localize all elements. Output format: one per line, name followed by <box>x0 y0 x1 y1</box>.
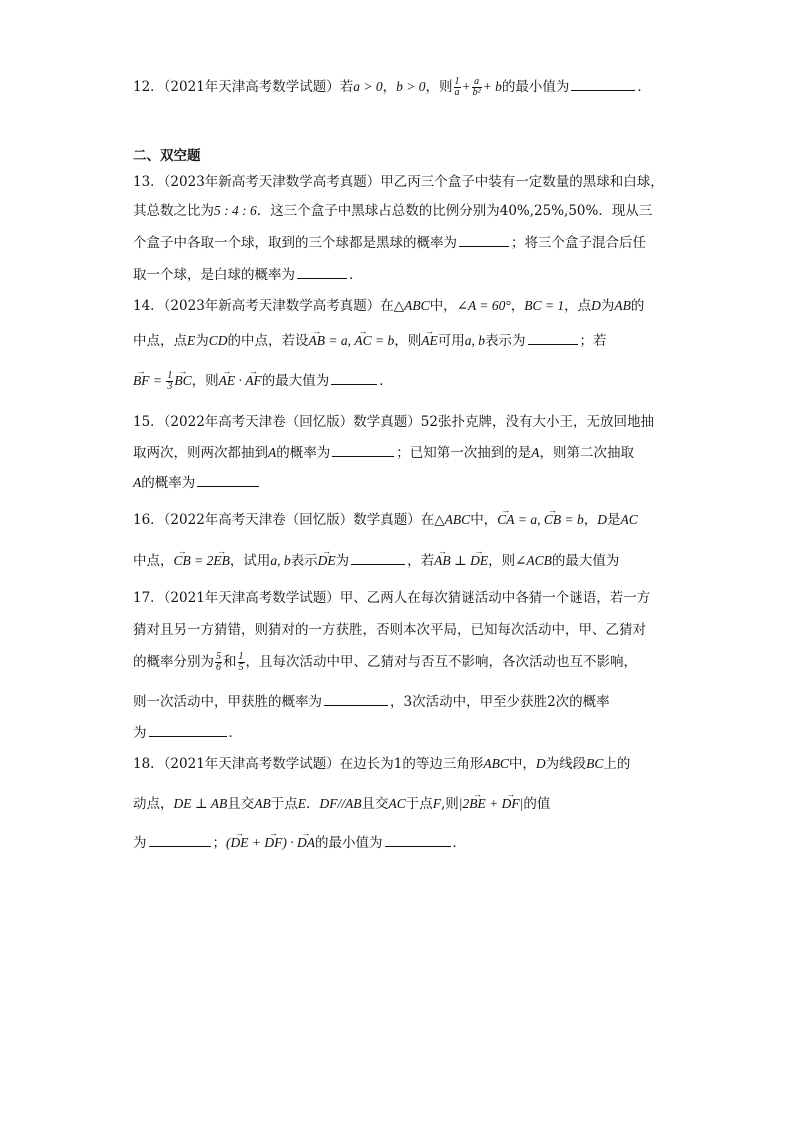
q18-vec-da: → DA <box>297 833 315 853</box>
q18-line1 <box>133 754 630 774</box>
q18-blank1[interactable] <box>149 832 211 847</box>
q18-blank2[interactable] <box>385 832 451 847</box>
q14-eq-c: = <box>149 373 166 388</box>
q18-l2d: ． <box>305 796 320 812</box>
q14-l1d: ，点 <box>564 298 592 314</box>
q16-l1b: 中， <box>470 512 498 528</box>
q18-l2f: 于点 <box>405 796 433 812</box>
q15-a1: A <box>268 445 277 460</box>
q17-l4b: ，3次活动中，甲至少获胜2次的概率 <box>390 694 610 710</box>
q16-vec-cb: → CB <box>544 510 561 530</box>
q16-triangle: △ABC <box>434 512 471 527</box>
q14-vec-ae: → AE <box>421 331 438 351</box>
q16-eq-c: = 2 <box>190 553 214 568</box>
q15-a3: A <box>133 475 142 490</box>
q14-vec-af: → AF <box>245 371 262 391</box>
q14-line3 <box>133 370 393 392</box>
q14-l2f: 表示为 <box>485 333 526 349</box>
q15-blank1[interactable] <box>332 442 394 457</box>
q18-point-d: D <box>535 756 546 771</box>
q15-blank2[interactable] <box>197 472 259 487</box>
q17-frac1-den: 6 <box>216 662 221 673</box>
q13-line2 <box>133 201 652 221</box>
q16-vec-de: → DE <box>318 551 336 571</box>
q14-l2c: 的中点，若设 <box>227 333 309 349</box>
q13-l2a: 其总数之比为 <box>133 203 214 219</box>
q14-line2 <box>133 330 607 351</box>
q18-l2g: ,则 <box>440 796 459 812</box>
q18-abs-right: | <box>519 796 524 811</box>
q15-l2c: ；已知第一次抽到的是 <box>396 445 532 461</box>
q14-vec-ab: → AB <box>309 331 326 351</box>
q18-df-parallel-ab: DF//AB <box>319 796 362 811</box>
q18-abs-left: |2 <box>458 796 470 811</box>
q18-vec-df2: → DF <box>264 833 282 853</box>
q16-perp: ⊥ <box>450 553 471 568</box>
q12-sep: ， <box>382 79 397 95</box>
q14-cd: CD <box>208 333 228 348</box>
q14-frac <box>166 371 173 392</box>
q14-vec-ae2: → AE <box>219 371 236 391</box>
q14-frac-den: 3 <box>167 381 173 392</box>
q15-line3 <box>133 472 261 493</box>
q12-source: （2021年天津高考数学试题） <box>163 79 340 95</box>
q14-blank2[interactable] <box>331 370 377 385</box>
q14-eq-a: = a, <box>325 333 355 348</box>
q13-l4b: ． <box>349 267 363 283</box>
q18-paren-left: ( <box>226 835 231 850</box>
q14-line1 <box>133 296 644 316</box>
q12-number: 12． <box>133 79 164 95</box>
q17-blank2[interactable] <box>149 722 227 737</box>
q15-l2a: 取两次，则两次都抽到 <box>133 445 268 461</box>
q18-bc: BC <box>586 756 604 771</box>
q16-eq-b: = b <box>561 512 584 527</box>
q17-l3c: ，且每次活动中甲、乙猜对与否互不影响，各次活动也互不影响， <box>245 654 637 670</box>
q12-cond2: b > 0 <box>396 79 426 94</box>
q18-line2 <box>133 794 550 814</box>
q13-l2b: ．这三个盒子中黑球占总数的比例分别为 <box>256 203 500 219</box>
q12-frac1-num: 1 <box>454 76 460 87</box>
q12-frac1 <box>454 77 461 98</box>
q14-l3c: ． <box>379 373 393 389</box>
q13-blank1[interactable] <box>459 232 509 247</box>
q12-frac2-num: a <box>472 77 482 88</box>
q18-l3a: 为 <box>133 835 147 851</box>
q14-l3b: 的最大值为 <box>261 373 330 389</box>
q18-l2e: 且交 <box>361 796 389 812</box>
q13-percentages: 40%,25%,50% <box>499 203 599 219</box>
q16-point-d: D <box>597 512 607 527</box>
q15-l2b: 的概率为 <box>276 445 331 461</box>
q14-l1b: 中， <box>429 298 457 314</box>
q12-text-b: ，则 <box>425 79 453 95</box>
q14-l2e: 可用 <box>437 333 465 349</box>
q18-l2c: 于点 <box>270 796 298 812</box>
q16-l2f: ，则 <box>488 553 516 569</box>
q17-frac2-num: 1 <box>238 651 244 662</box>
q14-ab: AB <box>614 298 631 313</box>
q12-text-c: 的最小值为 <box>501 79 570 95</box>
q14-l2b: 为 <box>195 333 209 349</box>
q14-l2d: ，则 <box>394 333 422 349</box>
q17-line2: 猜对且另一方猜错，则猜对的一方获胜，否则本次平局，已知每次活动中，甲、乙猜对 <box>133 622 646 638</box>
q18-l3b: ； <box>212 835 226 851</box>
q16-l1a: 16．（2022年高考天津卷（回忆版）数学真题）在 <box>133 512 435 528</box>
q16-vec-ca: → CA <box>497 510 514 530</box>
q16-angle-acb: ∠ACB <box>515 553 552 568</box>
q18-vec-df: → DF <box>502 794 520 814</box>
q14-l2g: ；若 <box>579 333 607 349</box>
q18-l1d: 上的 <box>603 756 631 772</box>
q16-eq-a: = a, <box>514 512 544 527</box>
q13-line3 <box>133 232 646 253</box>
q17-l3a: 的概率分别为 <box>133 654 214 670</box>
q14-l1f: 的 <box>630 298 645 314</box>
q13-l2c: ．现从三 <box>598 203 653 219</box>
q18-ab: AB <box>254 796 271 811</box>
q14-vec-bf: → BF <box>133 371 150 391</box>
q14-l1c: ， <box>510 298 525 314</box>
q17-l4a: 则一次活动中，甲获胜的概率为 <box>133 694 322 710</box>
q14-vec-ac: → AC <box>354 331 371 351</box>
q15-l3a: 的概率为 <box>141 475 196 491</box>
q14-angle: ∠A = 60° <box>456 298 511 313</box>
q18-l2b: 且交 <box>227 796 255 812</box>
q12-plus-b: + b <box>482 79 502 94</box>
q18-vec-de: → DE <box>231 833 249 853</box>
q18-l1c: 为线段 <box>545 756 587 772</box>
q18-l3c: 的最小值为 <box>315 835 383 851</box>
q17-line5 <box>133 722 242 743</box>
q14-ab-vectors: a, b <box>464 333 486 348</box>
q16-blank1[interactable] <box>351 550 405 565</box>
q16-line2 <box>133 550 619 571</box>
q17-line3 <box>133 652 637 673</box>
q18-point-e: E <box>297 796 306 811</box>
q17-frac1-num: 5 <box>216 651 221 662</box>
q18-ac: AC <box>388 796 406 811</box>
question-12 <box>133 76 651 98</box>
q18-line3 <box>133 832 466 853</box>
q18-dot: · <box>286 835 297 850</box>
q18-l3d: ． <box>452 835 466 851</box>
q14-blank1[interactable] <box>528 330 578 345</box>
q12-cond1: a > 0 <box>353 79 383 94</box>
q14-dot: · <box>235 373 246 388</box>
q16-ac: AC <box>620 512 638 527</box>
q17-frac2-den: 5 <box>238 662 244 673</box>
q12-frac2 <box>472 77 482 98</box>
q13-ratio: 5 : 4 : 6 <box>214 203 257 218</box>
q14-l3a: ，则 <box>191 373 219 389</box>
q16-line1 <box>133 510 638 530</box>
q16-l2d: 为 <box>335 553 350 569</box>
q13-blank2[interactable] <box>297 264 347 279</box>
q16-vec-ab: → AB <box>434 551 451 571</box>
q18-abc: ABC <box>483 756 509 771</box>
q18-l1a: 18．（2021年天津高考数学试题）在边长为1的等边三角形 <box>133 756 484 772</box>
q18-l2h: 的值 <box>523 796 551 812</box>
q14-l1e: 为 <box>600 298 615 314</box>
q18-de-perp-ab: DE ⊥ AB <box>173 796 228 811</box>
q16-l2a: 中点， <box>133 553 174 569</box>
q16-l2c: 表示 <box>290 553 318 569</box>
q17-frac2 <box>238 652 245 673</box>
q12-frac1-den: a <box>454 87 460 98</box>
q16-vec-de2: → DE <box>470 551 488 571</box>
q12-end: ． <box>637 79 651 95</box>
q18-l2a: 动点， <box>133 796 174 812</box>
section-heading: 二、双空题 <box>133 148 201 164</box>
q12-frac2-den: b² <box>472 87 481 98</box>
q17-line4 <box>133 691 610 712</box>
q18-l1b: 中， <box>508 756 536 772</box>
q16-l2b: ，试用 <box>229 553 271 569</box>
q16-l2g: 的最大值为 <box>551 553 620 569</box>
q13-l3b: ；将三个盒子混合后任 <box>511 235 646 251</box>
q16-l2e: ，若 <box>407 553 435 569</box>
q14-triangle: △ABC <box>393 298 430 313</box>
q18-plus2: + <box>248 835 265 850</box>
q18-point-f: F <box>432 796 441 811</box>
q15-l2d: ，则第二次抽取 <box>539 445 634 461</box>
q14-bc: BC = 1 <box>524 298 565 313</box>
q17-l3b: 和 <box>223 654 237 670</box>
q15-line2 <box>133 442 634 463</box>
q17-l5a: 为 <box>133 725 147 741</box>
q16-ab-vectors: a, b <box>270 553 291 568</box>
q14-l1a: 14．（2023年新高考天津数学高考真题）在 <box>133 298 394 314</box>
q17-line1: 17．（2021年天津高考数学试题）甲、乙两人在每次猜谜活动中各猜一个谜语，若一方 <box>133 590 651 606</box>
q14-vec-bc: → BC <box>174 371 191 391</box>
q16-vec-eb: → EB <box>213 551 230 571</box>
q12-plus: + <box>461 79 471 94</box>
q17-blank1[interactable] <box>324 691 388 706</box>
q14-point-e: E <box>187 333 196 348</box>
q13-line1: 13．（2023年新高考天津数学高考真题）甲乙丙三个盒子中装有一定数量的黑球和白球， <box>133 174 664 190</box>
q17-frac1 <box>215 652 222 673</box>
q14-l2a: 中点，点 <box>133 333 187 349</box>
q13-l3a: 个盒子中各取一个球，取到的三个球都是黑球的概率为 <box>133 235 457 251</box>
q17-l5b: ． <box>228 725 242 741</box>
q13-line4 <box>133 264 363 285</box>
q16-l1d: 是 <box>606 512 621 528</box>
q14-point-d: D <box>591 298 601 313</box>
q18-plus: + <box>485 796 502 811</box>
q15-a2: A <box>531 445 540 460</box>
q14-frac-num: 1 <box>167 370 173 381</box>
q13-l4a: 取一个球，是白球的概率为 <box>133 267 295 283</box>
q16-l1c: ， <box>583 512 598 528</box>
q12-answer-blank[interactable] <box>571 76 635 91</box>
q18-vec-be: → BE <box>469 794 486 814</box>
q16-vec-cb2: → CB <box>174 551 191 571</box>
q15-line1: 15．（2022年高考天津卷（回忆版）数学真题）52张扑克牌，没有大小王，无放回地抽 <box>133 414 654 430</box>
q14-eq-b: = b <box>371 333 395 348</box>
q12-text: 若 <box>339 79 354 95</box>
q18-paren-right: ) <box>282 835 287 850</box>
